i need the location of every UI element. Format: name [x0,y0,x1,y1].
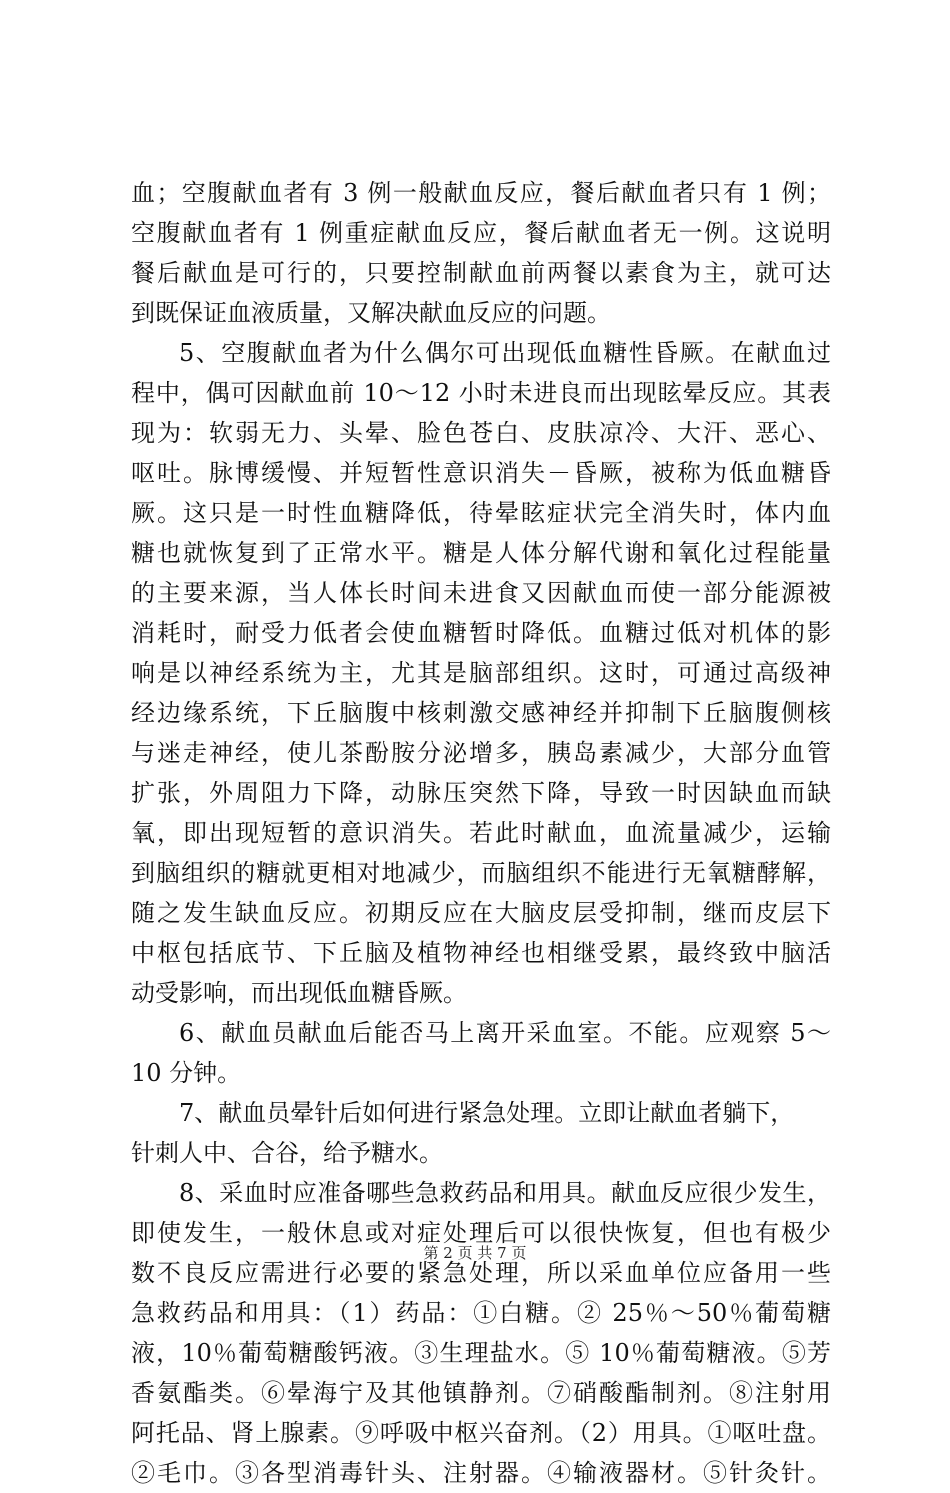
text-line: 消耗时，耐受力低者会使血糖暂时降低。血糖过低对机体的影 [131,619,831,647]
text-line: 香氨酯类。⑥晕海宁及其他镇静剂。⑦硝酸酯制剂。⑧注射用 [131,1379,831,1407]
body-text [131,173,831,1493]
text-line: 数不良反应需进行必要的紧急处理，所以采血单位应备用一些 [131,1259,831,1287]
text-line: 糖也就恢复到了正常水平。糖是人体分解代谢和氧化过程能量 [131,539,831,567]
text-line: 程中，偶可因献血前 10～12 小时未进良而出现眩晕反应。其表 [131,379,831,407]
text-line: 空腹献血者有 1 例重症献血反应，餐后献血者无一例。这说明 [131,219,831,247]
text-line: 10 分钟。 [131,1059,242,1087]
text-line: 6、献血员献血后能否马上离开采血室。不能。应观察 5～ [179,1019,831,1047]
text-line: 血；空腹献血者有 3 例一般献血反应，餐后献血者只有 1 例； [131,179,831,207]
text-line: 扩张，外周阻力下降，动脉压突然下降，导致一时因缺血而缺 [131,779,831,807]
text-line: 厥。这只是一时性血糖降低，待晕眩症状完全消失时，体内血 [131,499,831,527]
text-line: 响是以神经系统为主，尤其是脑部组织。这时，可通过高级神 [131,659,831,687]
text-line: 液，10％葡萄糖酸钙液。③生理盐水。⑤ 10％葡萄糖液。⑤芳 [131,1339,831,1367]
text-line: 急救药品和用具：（1）药品：①白糖。② 25％～50％葡萄糖 [131,1299,831,1327]
text-line: 即使发生，一般休息或对症处理后可以很快恢复，但也有极少 [131,1219,831,1247]
text-line: 针刺人中、合谷，给予糖水。 [131,1139,443,1167]
text-line: 7、献血员晕针后如何进行紧急处理。立即让献血者躺下， [179,1099,795,1127]
text-line: 中枢包括底节、下丘脑及植物神经也相继受累，最终致中脑活 [131,939,831,967]
text-line: 餐后献血是可行的，只要控制献血前两餐以素食为主，就可达 [131,259,831,287]
text-line: 动受影响，而出现低血糖昏厥。 [131,979,467,1007]
text-line: 经边缘系统，下丘脑腹中核刺激交感神经并抑制下丘脑腹侧核 [131,699,831,727]
text-line: 的主要来源，当人体长时间未进食又因献血而使一部分能源被 [131,579,831,607]
text-line: 随之发生缺血反应。初期反应在大脑皮层受抑制，继而皮层下 [131,899,831,927]
page-footer: 第 2 页 共 7 页 [423,1244,527,1262]
text-line: 现为：软弱无力、头晕、脸色苍白、皮肤凉冷、大汗、恶心、 [131,419,831,447]
text-line: 氧，即出现短暂的意识消失。若此时献血，血流量减少，运输 [131,819,831,847]
text-line: 到脑组织的糖就更相对地减少，而脑组织不能进行无氧糖酵解， [131,859,831,887]
text-line: 阿托品、肾上腺素。⑨呼吸中枢兴奋剂。（2）用具。①呕吐盘。 [131,1419,831,1447]
text-line: 8、采血时应准备哪些急救药品和用具。献血反应很少发生， [179,1179,831,1207]
text-line: 到既保证血液质量，又解决献血反应的问题。 [131,299,611,327]
text-line: ②毛巾。③各型消毒针头、注射器。④输液器材。⑤针灸针。 [131,1459,831,1487]
text-line: 5、空腹献血者为什么偶尔可出现低血糖性昏厥。在献血过 [179,339,831,367]
text-line: 呕吐。脉博缓慢、并短暂性意识消失－昏厥，被称为低血糖昏 [131,459,831,487]
text-line: 与迷走神经，使儿茶酚胺分泌增多，胰岛素减少，大部分血管 [131,739,831,767]
